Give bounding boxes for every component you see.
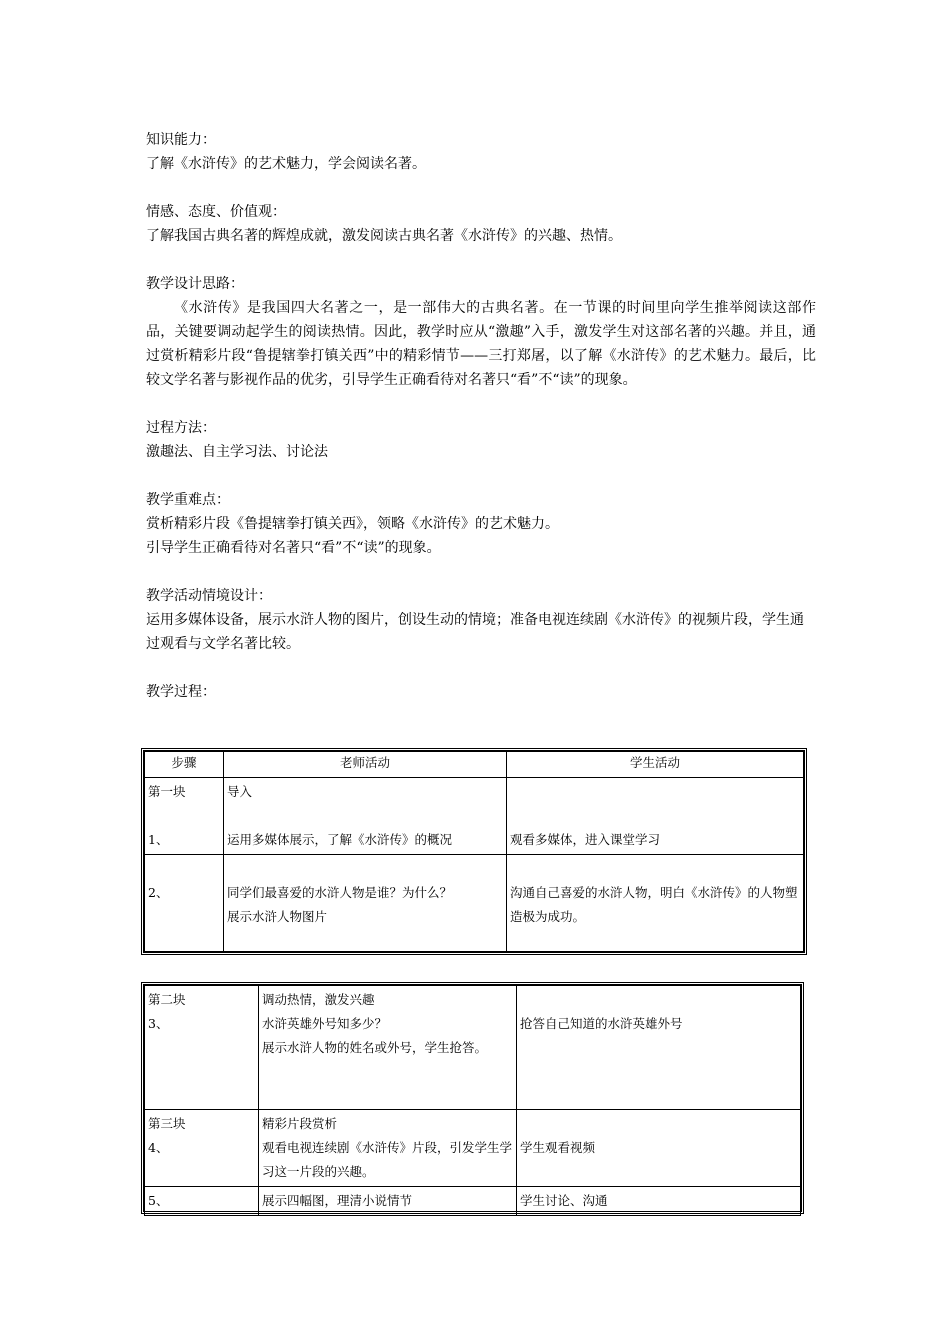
table-row <box>145 1187 801 1216</box>
step-cell: 2、 <box>145 855 224 952</box>
section-heading: 教学过程： <box>146 684 216 700</box>
teacher-cell: 导入 运用多媒体展示，了解《水浒传》的概况 <box>224 778 507 855</box>
table-row <box>145 986 801 1110</box>
teacher-cell: 同学们最喜爱的水浒人物是谁？为什么？ 展示水浒人物图片 <box>224 855 507 952</box>
section-text: 激趣法、自主学习法、讨论法 <box>146 444 328 460</box>
section-heading: 情感、态度、价值观： <box>146 204 286 220</box>
step-cell: 第一块 1、 <box>145 778 224 855</box>
section-text: 运用多媒体设备，展示水浒人物的图片，创设生动的情境；准备电视连续剧《水浒传》的视频片段，学生通过观看与文学名著比较。 <box>146 612 804 652</box>
section-heading: 教学活动情境设计： <box>146 588 272 604</box>
teacher-cell: 展示四幅图，理清小说情节 <box>259 1187 517 1216</box>
section-text: 赏析精彩片段《鲁提辖拳打镇关西》，领略《水浒传》的艺术魅力。 <box>146 516 559 532</box>
design-paragraph: 《水浒传》是我国四大名著之一，是一部伟大的古典名著。在一节课的时间里向学生推举阅读这部作品，关键要调动起学生的阅读热情。因此，教学时应从“激趣”入手，激发学生对这部名著的兴趣。并且，通过赏析精彩片段“鲁提辖拳打镇关西”中的精彩情节——三打郑屠，以了解《水浒传》的艺术魅力。最后，比较文学名著与影视作品的优劣，引导学生正确看待对名著只“看”不“读”的现象。 <box>146 300 816 388</box>
section-text: 了解《水浒传》的艺术魅力，学会阅读名著。 <box>146 156 426 172</box>
student-cell: 抢答自己知道的水浒英雄外号 <box>517 986 801 1110</box>
section-text: 引导学生正确看待对名著只“看”不“读”的现象。 <box>146 540 441 556</box>
section-heading: 教学重难点： <box>146 492 230 508</box>
header-step: 步骤 <box>145 752 224 778</box>
step-cell: 第三块 4、 <box>145 1110 259 1187</box>
section-heading: 知识能力： <box>146 132 216 148</box>
section-heading: 过程方法： <box>146 420 216 436</box>
step-cell: 5、 <box>145 1187 259 1216</box>
student-cell: 学生讨论、沟通 <box>517 1187 801 1216</box>
student-cell: 沟通自己喜爱的水浒人物，明白《水浒传》的人物塑造极为成功。 <box>507 855 804 952</box>
header-student: 学生活动 <box>507 752 804 778</box>
section-heading: 教学设计思路： <box>146 276 244 292</box>
teacher-cell: 精彩片段赏析 观看电视连续剧《水浒传》片段，引发学生学习这一片段的兴趣。 <box>259 1110 517 1187</box>
student-cell: 观看多媒体，进入课堂学习 <box>507 778 804 855</box>
header-teacher: 老师活动 <box>224 752 507 778</box>
student-cell: 学生观看视频 <box>517 1110 801 1187</box>
step-cell: 第二块 3、 <box>145 986 259 1110</box>
process-table-1 <box>141 748 807 955</box>
table-row <box>145 855 804 952</box>
section-text: 了解我国古典名著的辉煌成就，激发阅读古典名著《水浒传》的兴趣、热情。 <box>146 228 622 244</box>
teacher-cell: 调动热情，激发兴趣 水浒英雄外号知多少？ 展示水浒人物的姓名或外号，学生抢答。 <box>259 986 517 1110</box>
process-table-2 <box>141 982 804 1214</box>
document-body <box>146 128 816 704</box>
table-row <box>145 778 804 855</box>
table-row <box>145 1110 801 1187</box>
